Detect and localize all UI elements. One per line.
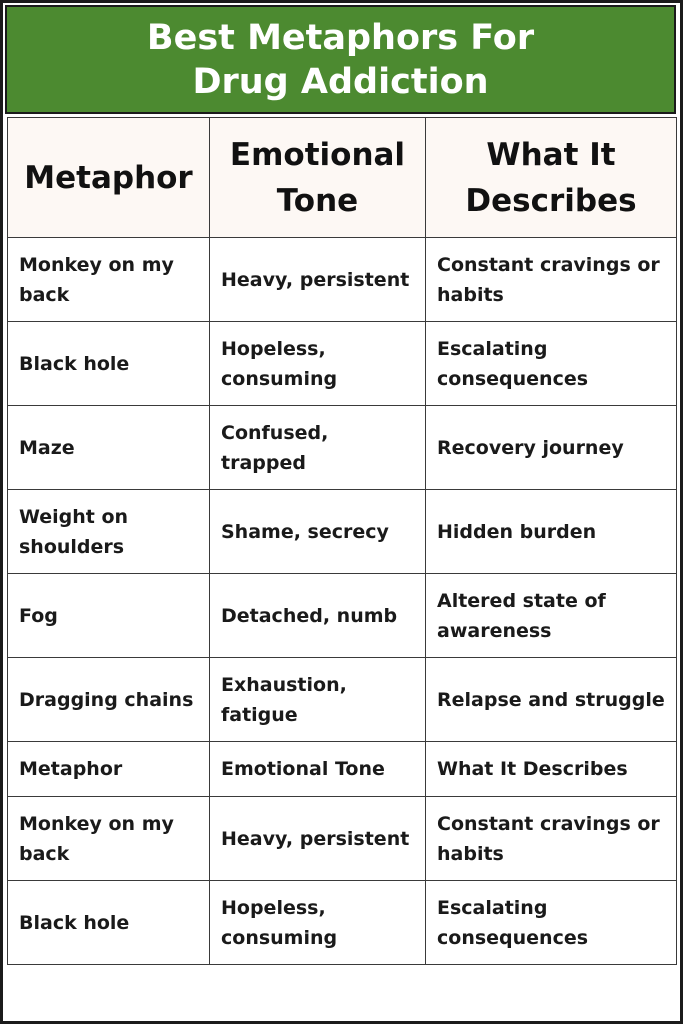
table-row bbox=[8, 742, 677, 797]
title-line-1: Best Metaphors For bbox=[146, 17, 535, 58]
cell-description: Constant cravings or habits bbox=[426, 238, 677, 322]
cell-emotional-tone: Exhaustion, fatigue bbox=[210, 658, 426, 742]
table-header-row bbox=[8, 118, 677, 238]
table-row bbox=[8, 490, 677, 574]
column-header-label: Describes bbox=[465, 182, 637, 219]
cell-description: Escalating consequences bbox=[426, 881, 677, 965]
cell-metaphor: Fog bbox=[8, 574, 210, 658]
column-header-emotional-tone bbox=[210, 118, 426, 238]
cell-metaphor: Monkey on my back bbox=[8, 238, 210, 322]
cell-description: Altered state of awareness bbox=[426, 574, 677, 658]
cell-emotional-tone: Shame, secrecy bbox=[210, 490, 426, 574]
table-row bbox=[8, 658, 677, 742]
cell-description: Recovery journey bbox=[426, 406, 677, 490]
cell-emotional-tone: Detached, numb bbox=[210, 574, 426, 658]
column-header-label: What It bbox=[486, 136, 616, 173]
cell-description: Escalating consequences bbox=[426, 322, 677, 406]
column-header-what-it-describes bbox=[426, 118, 677, 238]
cell-description: Relapse and struggle bbox=[426, 658, 677, 742]
cell-emotional-tone: Hopeless, consuming bbox=[210, 881, 426, 965]
cell-metaphor: Maze bbox=[8, 406, 210, 490]
cell-metaphor: Black hole bbox=[8, 881, 210, 965]
table-row bbox=[8, 797, 677, 881]
cell-emotional-tone: Heavy, persistent bbox=[210, 238, 426, 322]
table-row bbox=[8, 881, 677, 965]
column-header-label: Metaphor bbox=[24, 159, 193, 196]
cell-description: What It Describes bbox=[426, 742, 677, 797]
column-header-label: Emotional bbox=[229, 136, 406, 173]
cell-metaphor: Weight on shoulders bbox=[8, 490, 210, 574]
cell-emotional-tone: Hopeless, consuming bbox=[210, 322, 426, 406]
table-row bbox=[8, 322, 677, 406]
cell-emotional-tone: Confused, trapped bbox=[210, 406, 426, 490]
cell-emotional-tone: Emotional Tone bbox=[210, 742, 426, 797]
title-banner bbox=[5, 5, 676, 114]
cell-description: Hidden burden bbox=[426, 490, 677, 574]
table-row bbox=[8, 406, 677, 490]
cell-emotional-tone: Heavy, persistent bbox=[210, 797, 426, 881]
cell-metaphor: Metaphor bbox=[8, 742, 210, 797]
title-line-2: Drug Addiction bbox=[192, 61, 489, 102]
metaphor-table bbox=[7, 117, 677, 965]
table-row bbox=[8, 238, 677, 322]
table-row bbox=[8, 574, 677, 658]
cell-metaphor: Monkey on my back bbox=[8, 797, 210, 881]
cell-description: Constant cravings or habits bbox=[426, 797, 677, 881]
cell-metaphor: Dragging chains bbox=[8, 658, 210, 742]
column-header-label: Tone bbox=[276, 182, 359, 219]
cell-metaphor: Black hole bbox=[8, 322, 210, 406]
column-header-metaphor bbox=[8, 118, 210, 238]
